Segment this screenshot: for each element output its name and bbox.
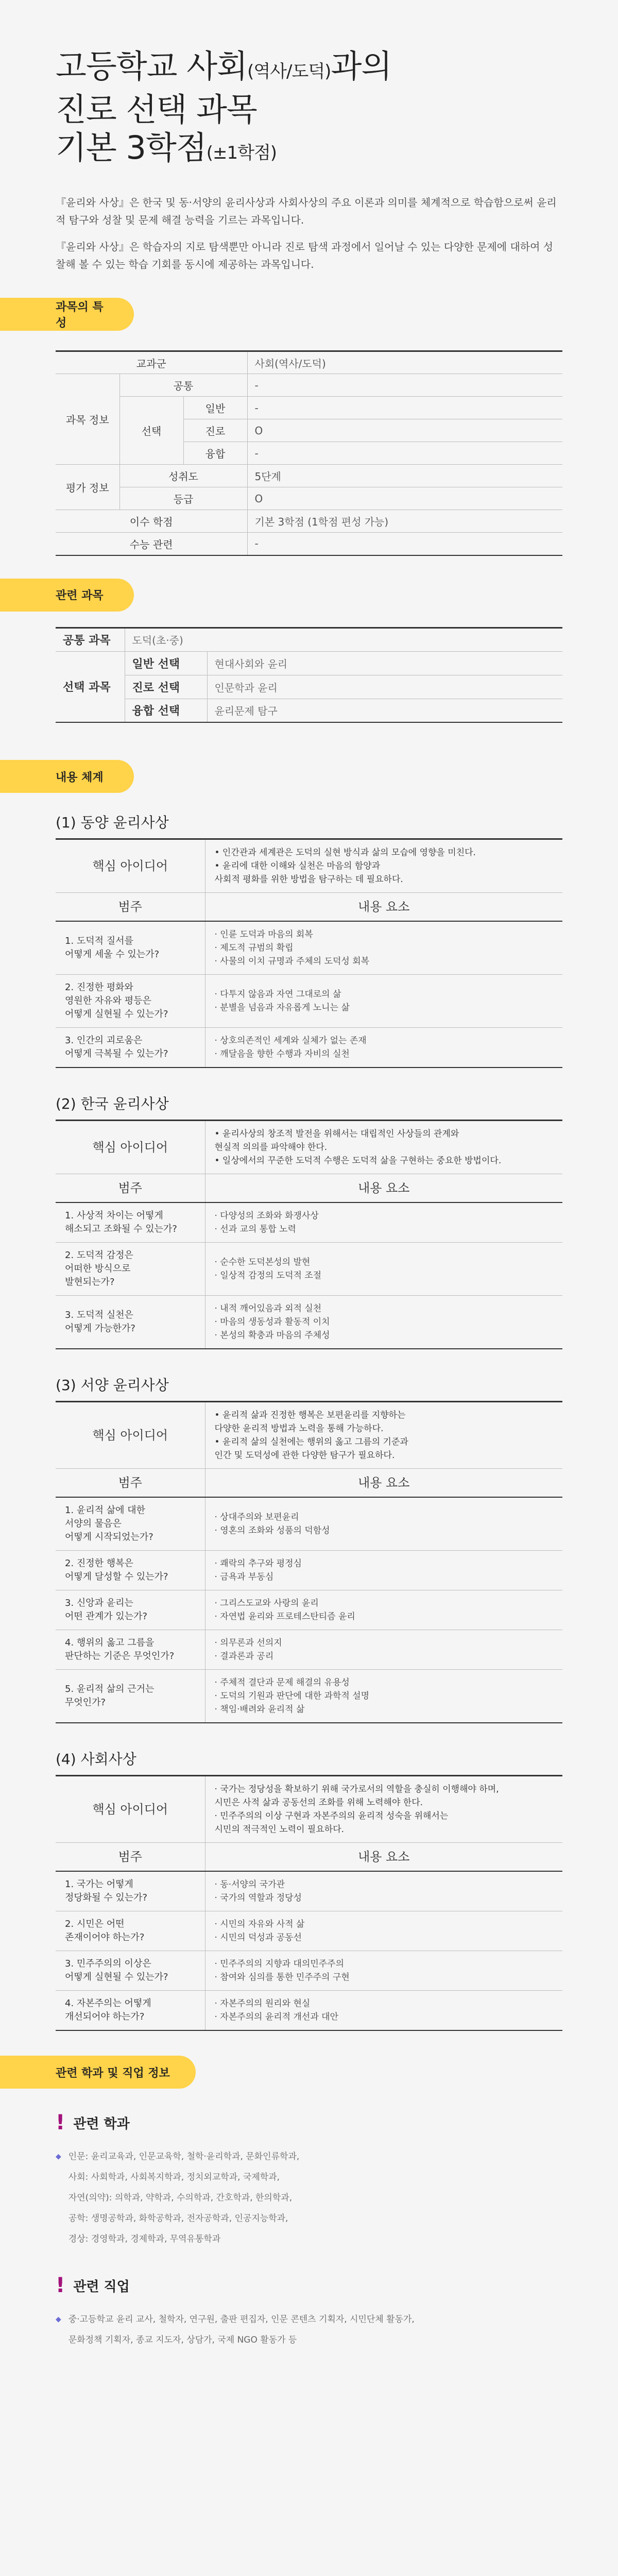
- content-item: · 사물의 이치 규명과 주체의 도덕성 회복: [214, 956, 370, 967]
- content-item: · 내적 깨어있음과 외적 실천: [214, 1303, 322, 1314]
- section-characteristics: [0, 298, 618, 331]
- cell-label: 등급: [119, 487, 247, 510]
- category-cell: [56, 1991, 205, 2031]
- content-item: · 일상적 감정의 도덕적 조절: [214, 1270, 322, 1281]
- category-line: 어떻게 세울 수 있는가?: [65, 949, 160, 960]
- content-item: · 결과론과 공리: [214, 1651, 274, 1662]
- category-line: 정당화될 수 있는가?: [65, 1892, 148, 1903]
- table-row: [56, 1551, 562, 1590]
- category-cell: [56, 1028, 205, 1068]
- category-cell: [56, 1871, 205, 1911]
- cell-label: 공통 과목: [56, 628, 125, 651]
- section-title: 관련 학과 및 직업 정보: [0, 2056, 196, 2089]
- content-item: · 마음의 생동성과 활동적 이치: [214, 1317, 330, 1327]
- content-item: · 상호의존적인 세계와 실체가 없는 존재: [214, 1036, 367, 1046]
- title-line3-sub: (±1학점): [206, 143, 277, 163]
- content-item: · 시민의 덕성과 공동선: [214, 1933, 302, 1943]
- core-idea-line: 시민의 적극적인 노력이 필요하다.: [214, 1824, 345, 1835]
- table-row: [56, 1871, 562, 1911]
- content-cell: [205, 1951, 562, 1991]
- core-idea-line: 인간 및 도덕성에 관한 다양한 탐구가 필요하다.: [214, 1450, 395, 1461]
- content-item: · 영혼의 조화와 성품의 덕함성: [214, 1526, 330, 1536]
- content-item: · 인륜 도덕과 마음의 회복: [214, 929, 313, 940]
- category-line: 존재이어야 하는가?: [65, 1932, 145, 1943]
- title-line3: 기본 3학점: [56, 129, 207, 166]
- content-header: 내용 요소: [205, 1843, 562, 1872]
- table-row: [56, 1670, 562, 1723]
- content-cell: [205, 1243, 562, 1296]
- table-row: [56, 975, 562, 1028]
- cell-value: -: [247, 397, 562, 419]
- system-table: [56, 1775, 562, 2031]
- category-cell: [56, 1670, 205, 1723]
- content-cell: [205, 1991, 562, 2031]
- core-idea-line: 다양한 윤리적 방법과 노력을 통해 가능하다.: [214, 1423, 384, 1434]
- job-list: [56, 2309, 562, 2350]
- category-header: 범주: [56, 1469, 205, 1498]
- table-row: [56, 1296, 562, 1349]
- dept-line: 인문: 윤리교육과, 인문교육학, 철학·윤리학과, 문화인류학과,: [68, 2151, 300, 2162]
- cell-value: O: [247, 419, 562, 442]
- content-item: · 책임·배려와 윤리적 삶: [214, 1704, 305, 1715]
- cell-value: 5단계: [247, 465, 562, 487]
- category-cell: [56, 1497, 205, 1551]
- exclamation-icon: !: [56, 2111, 65, 2134]
- category-line: 3. 민주주의의 이상은: [65, 1958, 151, 1969]
- core-idea-line: • 윤리적 삶과 진정한 행복은 보편윤리를 지향하는: [214, 1410, 406, 1420]
- content-item: · 의무론과 선의지: [214, 1638, 282, 1648]
- content-item: · 자연법 윤리와 프로테스탄티즘 윤리: [214, 1612, 355, 1622]
- core-idea-label: 핵심 아이디어: [56, 1776, 205, 1843]
- cell-value: O: [247, 487, 562, 510]
- section-title: 관련 과목: [0, 579, 134, 612]
- core-idea-label: 핵심 아이디어: [56, 1402, 205, 1469]
- title-line2: 진로 선택 과목: [56, 91, 257, 128]
- system-subtitle: (3) 서양 윤리사상: [56, 1377, 169, 1394]
- category-line: 2. 시민은 어떤: [65, 1919, 125, 1929]
- content-item: · 그리스도교와 사랑의 윤리: [214, 1598, 319, 1608]
- cell-value: 현대사회와 윤리: [207, 651, 562, 675]
- cell-label: 융합 선택: [125, 699, 207, 722]
- category-line: 2. 진정한 행복은: [65, 1558, 133, 1569]
- content-header: 내용 요소: [205, 1174, 562, 1203]
- content-item: · 동·서양의 국가관: [214, 1879, 285, 1890]
- section-related: [0, 579, 618, 612]
- diamond-bullet-icon: ◆: [56, 2153, 61, 2161]
- category-line: 2. 진정한 평화와: [65, 982, 133, 993]
- section-title: 내용 체계: [0, 760, 134, 793]
- content-header: 내용 요소: [205, 893, 562, 922]
- cell-value: 인문학과 윤리: [207, 675, 562, 699]
- content-item: · 다양성의 조화와 화쟁사상: [214, 1211, 319, 1221]
- page-title: [56, 47, 562, 172]
- cell-value: 윤리문제 탐구: [207, 699, 562, 722]
- system-block: [0, 811, 618, 2031]
- characteristics-table: [56, 350, 562, 556]
- content-item: · 국가의 역할과 정당성: [214, 1893, 302, 1903]
- category-cell: [56, 921, 205, 975]
- table-row: [56, 1243, 562, 1296]
- table-row: [56, 1028, 562, 1068]
- category-cell: [56, 975, 205, 1028]
- content-item: · 자본주의의 윤리적 개선과 대안: [214, 2012, 339, 2022]
- table-row: [56, 921, 562, 975]
- content-cell: [205, 975, 562, 1028]
- cell-label: 교과군: [56, 351, 247, 374]
- content-cell: [205, 921, 562, 975]
- category-line: 4. 행위의 옳고 그름을: [65, 1637, 154, 1648]
- core-idea-text: [205, 1402, 562, 1469]
- content-item: · 순수한 도덕본성의 발현: [214, 1257, 311, 1267]
- related-block: [0, 627, 618, 723]
- content-item: · 본성의 확충과 마음의 주체성: [214, 1330, 330, 1341]
- category-line: 1. 사상적 차이는 어떻게: [65, 1210, 163, 1221]
- dept-line: 공학: 생명공학과, 화학공학과, 전자공학과, 인공지능학과,: [68, 2213, 288, 2224]
- jobs-block: [0, 2112, 618, 2350]
- category-line: 발현되는가?: [65, 1277, 115, 1287]
- category-line: 5. 윤리적 삶의 근거는: [65, 1684, 154, 1694]
- job-title: 관련 직업: [73, 2279, 130, 2295]
- category-line: 어떻게 달성할 수 있는가?: [65, 1571, 168, 1582]
- title-line1-end: 과의: [331, 47, 392, 85]
- content-item: · 금욕과 부동심: [214, 1572, 274, 1582]
- cell-label: 수능 관련: [56, 533, 247, 555]
- cell-label: 일반: [183, 397, 247, 419]
- content-item: · 분별을 넘음과 자유롭게 노니는 삶: [214, 1003, 350, 1013]
- category-line: 무엇인가?: [65, 1697, 106, 1708]
- cell-label: 융합: [183, 442, 247, 465]
- category-header: 범주: [56, 1843, 205, 1872]
- core-idea-text: [205, 1121, 562, 1174]
- table-row: [56, 1497, 562, 1551]
- dept-heading: [56, 2112, 562, 2133]
- category-line: 어떻게 실현될 수 있는가?: [65, 1009, 168, 1020]
- category-line: 어떻게 실현될 수 있는가?: [65, 1972, 168, 1982]
- dept-line: 사회: 사회학과, 사회복지학과, 정치외교학과, 국제학과,: [68, 2172, 280, 2182]
- diamond-bullet-icon: ◆: [56, 2315, 61, 2324]
- category-line: 어떠한 방식으로: [65, 1263, 131, 1274]
- system-table: [56, 1120, 562, 1349]
- dept-line: 경상: 경영학과, 경제학과, 무역유통학과: [68, 2234, 221, 2244]
- category-line: 1. 윤리적 삶에 대한: [65, 1505, 146, 1516]
- core-idea-line: · 민주주의의 이상 구현과 자본주의의 윤리적 성숙을 위해서는: [214, 1811, 449, 1821]
- category-line: 4. 자본주의는 어떻게: [65, 1998, 151, 2009]
- category-cell: [56, 1911, 205, 1951]
- content-cell: [205, 1497, 562, 1551]
- content-cell: [205, 1202, 562, 1243]
- system-table: [56, 838, 562, 1068]
- content-cell: [205, 1296, 562, 1349]
- core-idea-line: • 윤리사상의 창조적 발전을 위해서는 대립적인 사상들의 관계와: [214, 1129, 459, 1139]
- cell-label: 선택 과목: [56, 651, 125, 722]
- content-item: · 자본주의의 원리와 현실: [214, 1998, 311, 2009]
- category-line: 어떻게 극복될 수 있는가?: [65, 1048, 168, 1059]
- core-idea-text: [205, 1776, 562, 1843]
- content-item: · 주체적 결단과 문제 해결의 유용성: [214, 1677, 350, 1688]
- core-idea-text: [205, 839, 562, 893]
- hero: [0, 0, 618, 273]
- category-line: 서양의 물음은: [65, 1518, 122, 1529]
- content-item: · 민주주의의 지향과 대의민주주의: [214, 1959, 345, 1969]
- category-line: 1. 도덕적 질서를: [65, 936, 133, 946]
- category-line: 3. 도덕적 실천은: [65, 1310, 133, 1320]
- title-line1-sub: (역사/도덕): [247, 61, 331, 82]
- section-jobs: [0, 2056, 618, 2089]
- core-idea-line: • 일상에서의 꾸준한 도덕적 수행은 도덕적 삶을 구현하는 중요한 방법이다.: [214, 1156, 502, 1166]
- category-line: 어떤 관계가 있는가?: [65, 1611, 148, 1622]
- category-cell: [56, 1243, 205, 1296]
- category-cell: [56, 1630, 205, 1670]
- cell-label: 이수 학점: [56, 510, 247, 533]
- cell-value: -: [247, 374, 562, 397]
- content-header: 내용 요소: [205, 1469, 562, 1498]
- table-row: [56, 1590, 562, 1630]
- content-cell: [205, 1911, 562, 1951]
- table-row: [56, 1202, 562, 1243]
- content-item: · 도덕의 기원과 판단에 대한 과학적 설명: [214, 1691, 370, 1701]
- content-item: · 참여와 심의를 통한 민주주의 구현: [214, 1972, 350, 1982]
- table-row: [56, 1911, 562, 1951]
- core-idea-line: • 윤리적 삶의 실천에는 행위의 옳고 그름의 기준과: [214, 1437, 408, 1447]
- category-header: 범주: [56, 1174, 205, 1203]
- category-header: 범주: [56, 893, 205, 922]
- cell-label: 평가 정보: [56, 465, 119, 510]
- system-table: [56, 1401, 562, 1723]
- title-line1: 고등학교 사회: [56, 47, 248, 85]
- core-idea-label: 핵심 아이디어: [56, 1121, 205, 1174]
- category-cell: [56, 1296, 205, 1349]
- content-cell: [205, 1590, 562, 1630]
- section-title: 과목의 특성: [0, 298, 134, 331]
- system-subtitle: (1) 동양 윤리사상: [56, 814, 169, 831]
- intro-paragraph: 『윤리와 사상』은 한국 및 동·서양의 윤리사상과 사회사상의 주요 이론과 의미를 체계적으로 학습함으로써 윤리적 탐구와 성찰 및 문제 해결 능력을 기르는 과목입니다.: [56, 196, 557, 226]
- system-subtitle: (4) 사회사상: [56, 1751, 136, 1768]
- content-item: · 다투지 않음과 자연 그대로의 삶: [214, 989, 341, 999]
- cell-value: -: [247, 442, 562, 465]
- cell-label: 선택: [119, 397, 183, 465]
- cell-label: 과목 정보: [56, 374, 119, 465]
- table-row: [56, 1991, 562, 2031]
- section-system: [0, 760, 618, 793]
- intro: [56, 194, 562, 273]
- content-cell: [205, 1551, 562, 1590]
- category-line: 개선되어야 하는가?: [65, 2011, 145, 2022]
- core-idea-line: · 국가는 정당성을 확보하기 위해 국가로서의 역할을 충실히 이행해야 하며,: [214, 1784, 499, 1794]
- job-heading: [56, 2275, 562, 2296]
- cell-label: 진로: [183, 419, 247, 442]
- related-table: [56, 627, 562, 723]
- category-cell: [56, 1551, 205, 1590]
- dept-line: 자연(의약): 의학과, 약학과, 수의학과, 간호학과, 한의학과,: [68, 2193, 293, 2203]
- category-line: 어떻게 가능한가?: [65, 1323, 135, 1334]
- characteristics-block: [0, 350, 618, 556]
- cell-value: 기본 3학점 (1학점 편성 가능): [247, 510, 562, 533]
- core-idea-line: • 인간관과 세계관은 도덕의 실현 방식과 삶의 모습에 영향을 미친다.: [214, 848, 476, 858]
- category-cell: [56, 1590, 205, 1630]
- cell-label: 일반 선택: [125, 651, 207, 675]
- category-cell: [56, 1202, 205, 1243]
- content-cell: [205, 1630, 562, 1670]
- cell-label: 공통: [119, 374, 247, 397]
- table-row: [56, 1951, 562, 1991]
- category-line: 1. 국가는 어떻게: [65, 1879, 133, 1890]
- intro-paragraph: 『윤리와 사상』은 학습자의 지로 탐색뿐만 아니라 진로 탐색 과정에서 일어날 수 있는 다양한 문제에 대하여 성찰해 볼 수 있는 학습 기회를 동시에 제공하는 과목입니다.: [56, 241, 554, 270]
- category-line: 해소되고 조화될 수 있는가?: [65, 1224, 177, 1234]
- core-idea-label: 핵심 아이디어: [56, 839, 205, 893]
- category-line: 3. 신앙과 윤리는: [65, 1598, 133, 1608]
- category-line: 어떻게 시작되었는가?: [65, 1532, 153, 1543]
- content-cell: [205, 1028, 562, 1068]
- job-line: 중·고등학교 윤리 교사, 철학자, 연구원, 출판 편집자, 인문 콘텐츠 기획자, 시민단체 활동가,: [68, 2314, 415, 2325]
- cell-value: -: [247, 533, 562, 555]
- core-idea-line: 현실적 의의를 파악해야 한다.: [214, 1142, 328, 1153]
- category-line: 3. 인간의 괴로움은: [65, 1035, 143, 1046]
- category-line: 영원한 자유와 평등은: [65, 995, 151, 1006]
- dept-title: 관련 학과: [73, 2116, 130, 2132]
- content-item: · 제도적 규범의 확립: [214, 943, 294, 953]
- content-item: · 시민의 자유와 사적 삶: [214, 1919, 305, 1929]
- content-item: · 깨달음을 향한 수행과 자비의 실천: [214, 1049, 350, 1059]
- system-subtitle: (2) 한국 윤리사상: [56, 1095, 169, 1112]
- content-item: · 선과 교의 통합 노력: [214, 1224, 296, 1234]
- category-line: 2. 도덕적 감정은: [65, 1250, 133, 1261]
- content-cell: [205, 1871, 562, 1911]
- dept-list: [56, 2146, 562, 2249]
- cell-label: 성취도: [119, 465, 247, 487]
- cell-value: 사회(역사/도덕): [247, 351, 562, 374]
- content-item: · 상대주의와 보편윤리: [214, 1512, 299, 1522]
- category-cell: [56, 1951, 205, 1991]
- exclamation-icon: !: [56, 2274, 65, 2297]
- content-cell: [205, 1670, 562, 1723]
- category-line: 판단하는 기준은 무엇인가?: [65, 1651, 175, 1662]
- core-idea-line: 시민은 사적 삶과 공동선의 조화를 위해 노력해야 한다.: [214, 1798, 423, 1808]
- table-row: [56, 1630, 562, 1670]
- content-item: · 쾌락의 추구와 평정심: [214, 1558, 302, 1569]
- cell-label: 진로 선택: [125, 675, 207, 699]
- cell-value: 도덕(초·중): [125, 628, 562, 651]
- core-idea-line: 사회적 평화를 위한 방법을 탐구하는 데 필요하다.: [214, 874, 403, 885]
- core-idea-line: • 윤리에 대한 이해와 실천은 마음의 함양과: [214, 861, 381, 871]
- job-line: 문화정책 기획자, 종교 지도자, 상담가, 국제 NGO 활동가 등: [68, 2335, 297, 2345]
